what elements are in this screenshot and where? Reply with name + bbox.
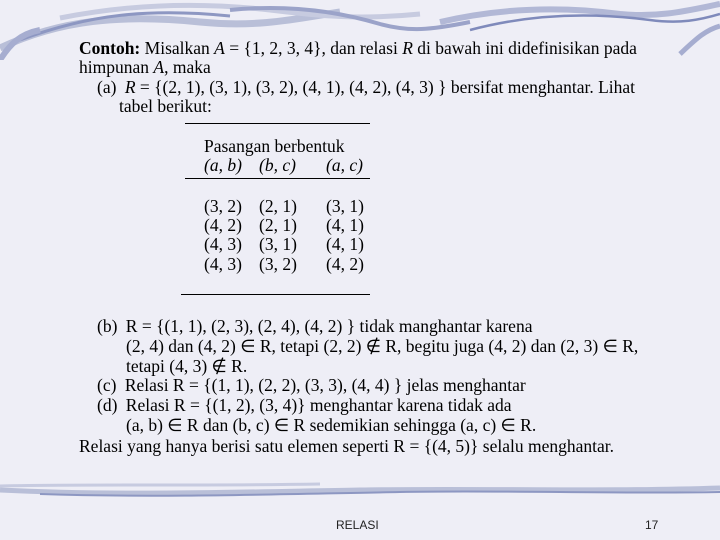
item-b-line-1 [97,316,532,336]
item-c-label: (c) [97,375,117,395]
example-label: Contoh: [79,38,141,58]
table-bottom-rule [181,294,370,295]
item-d-line-1 [97,395,512,415]
table-cell: (3, 1) [326,196,364,216]
item-c-line [97,375,526,395]
intro-text: himpunan [79,57,154,77]
table-cell: (3, 1) [259,234,297,254]
set-a: A [214,38,225,58]
item-a-line-1 [97,77,635,97]
table-cell: (4, 3) [204,254,242,274]
item-b-label: (b) [97,316,118,336]
closing-statement: Relasi yang hanya berisi satu elemen seperti R = {(4, 5)} selalu menghantar. [79,436,614,456]
intro-line-1 [79,38,637,58]
set-a: A [153,57,165,77]
page-number: 17 [645,518,659,532]
item-d-label: (d) [97,395,118,415]
intro-line-2 [79,57,211,77]
intro-text: Misalkan [140,38,215,58]
intro-text: , maka [164,57,211,77]
item-d-line-2: (a, b) ∈ R dan (b, c) ∈ R sedemikian sehingga (a, c) ∈ R. [126,415,537,435]
table-cell: (4, 2) [326,254,364,274]
table-cell: (4, 3) [204,234,242,254]
relation-r: R [402,38,413,58]
table-column-header: (a, b) [204,155,242,175]
table-cell: (4, 1) [326,234,364,254]
relation-r: R [124,77,136,97]
item-b-text: R = {(1, 1), (2, 3), (2, 4), (4, 2) } tidak manghantar karena [125,316,533,336]
intro-text: = {1, 2, 3, 4}, dan relasi [224,38,403,58]
table-cell: (4, 2) [204,215,242,235]
intro-text: di bawah ini didefinisikan pada [412,38,637,58]
table-column-header: (b, c) [259,155,296,175]
footer-title: RELASI [336,518,379,532]
item-c-text: Relasi R = {(1, 1), (2, 2), (3, 3), (4, 4) } jelas menghantar [124,375,526,395]
item-a-line-2: tabel berikut: [119,96,212,116]
table-column-header: (a, c) [326,155,363,175]
item-a-text: = {(2, 1), (3, 1), (3, 2), (4, 1), (4, 2), (4, 3) } bersifat menghantar. Lihat [135,77,636,97]
table-cell: (3, 2) [259,254,297,274]
table-header-rule [185,178,370,179]
table-header-title: Pasangan berbentuk [204,136,345,156]
table-cell: (2, 1) [259,215,297,235]
table-cell: (3, 2) [204,196,242,216]
table-cell: (4, 1) [326,215,364,235]
item-a-label: (a) [97,77,117,97]
table-cell: (2, 1) [259,196,297,216]
item-b-line-3: tetapi (4, 3) ∉ R. [126,356,248,376]
item-b-line-2: (2, 4) dan (4, 2) ∈ R, tetapi (2, 2) ∉ R, begitu juga (4, 2) dan (2, 3) ∈ R, [126,336,639,356]
table-top-rule [185,123,370,124]
item-d-text: Relasi R = {(1, 2), (3, 4)} menghantar karena tidak ada [125,395,512,415]
